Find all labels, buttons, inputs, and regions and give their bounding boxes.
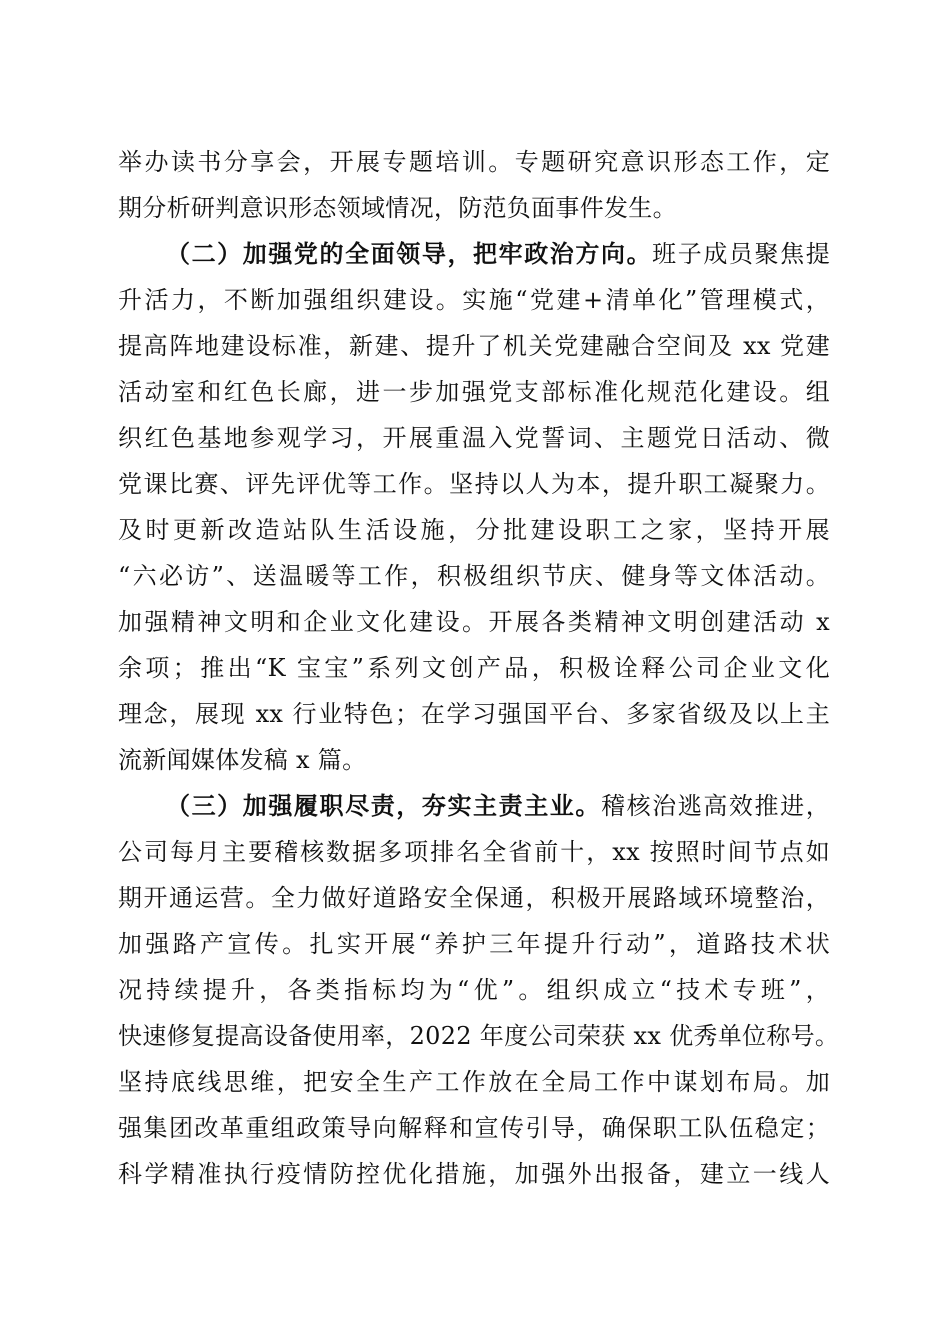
section-2-text: 班子成员聚焦提 xyxy=(652,240,830,268)
text-line: 党课比赛、评先评优等工作。坚持以人为本，提升职工凝聚力。 xyxy=(118,470,830,498)
section-2-heading: （二）加强党的全面领导，把牢政治方向。 xyxy=(166,239,653,268)
text-line: 升活力，不断加强组织建设。实施“党建+清单化”管理模式， xyxy=(118,286,830,314)
text-line: “六必访”、送温暖等工作，积极组织节庆、健身等文体活动。 xyxy=(118,562,830,590)
text-line: 期分析研判意识形态领域情况，防范负面事件发生。 xyxy=(118,194,677,222)
section-3-text: 稽核治逃高效推进， xyxy=(601,792,830,820)
text-line: 举办读书分享会，开展专题培训。专题研究意识形态工作，定 xyxy=(118,148,830,176)
section-3-first-line xyxy=(166,790,830,822)
text-line: 余项；推出“K 宝宝”系列文创产品，积极诠释公司企业文化 xyxy=(118,654,830,682)
text-line: 期开通运营。全力做好道路安全保通，积极开展路域环境整治， xyxy=(118,884,830,912)
text-line: 织红色基地参观学习，开展重温入党誓词、主题党日活动、微 xyxy=(118,424,830,452)
text-line: 流新闻媒体发稿 x 篇。 xyxy=(118,746,367,774)
text-line: 及时更新改造站队生活设施，分批建设职工之家，坚持开展 xyxy=(118,516,830,544)
text-line: 强集团改革重组政策导向解释和宣传引导，确保职工队伍稳定； xyxy=(118,1114,830,1142)
section-3-heading: （三）加强履职尽责，夯实主责主业。 xyxy=(166,791,601,820)
text-line: 加强精神文明和企业文化建设。开展各类精神文明创建活动 x xyxy=(118,608,830,636)
text-line: 理念，展现 xx 行业特色；在学习强国平台、多家省级及以上主 xyxy=(118,700,830,728)
text-line: 快速修复提高设备使用率，2022 年度公司荣获 xx 优秀单位称号。 xyxy=(118,1022,840,1050)
text-line: 加强路产宣传。扎实开展“养护三年提升行动”，道路技术状 xyxy=(118,930,830,958)
section-2-first-line xyxy=(166,238,830,270)
text-line: 提高阵地建设标准，新建、提升了机关党建融合空间及 xx 党建 xyxy=(118,332,830,360)
text-line: 坚持底线思维，把安全生产工作放在全局工作中谋划布局。加 xyxy=(118,1068,830,1096)
text-line: 公司每月主要稽核数据多项排名全省前十，xx 按照时间节点如 xyxy=(118,838,830,866)
text-line: 况持续提升，各类指标均为“优”。组织成立“技术专班”， xyxy=(118,976,830,1004)
text-line: 科学精准执行疫情防控优化措施，加强外出报备，建立一线人 xyxy=(118,1160,830,1188)
text-line: 活动室和红色长廊，进一步加强党支部标准化规范化建设。组 xyxy=(118,378,830,406)
